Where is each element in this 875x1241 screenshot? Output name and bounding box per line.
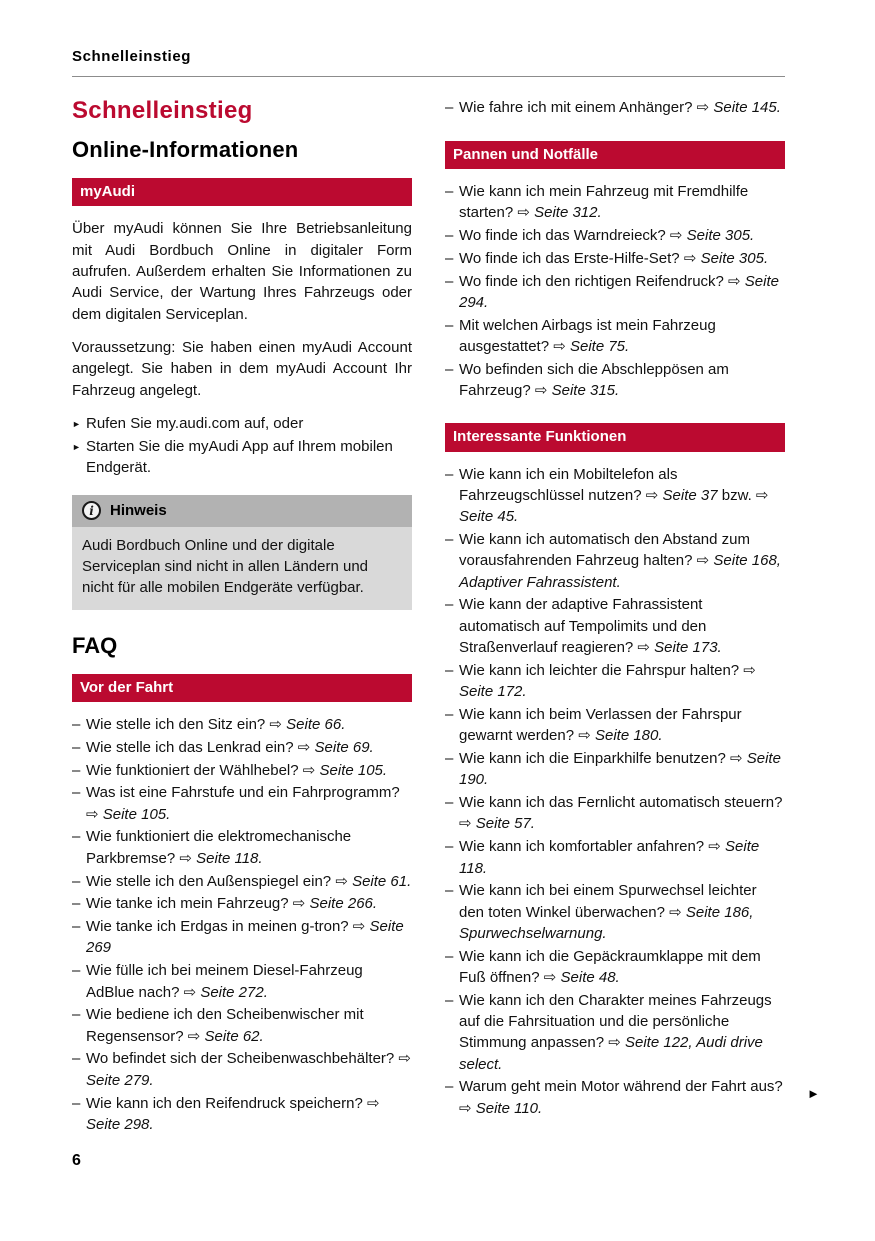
faq-item [445,181,785,224]
list-item-text [86,1095,380,1133]
list-item-text [459,99,781,116]
question-text: Wie kann ich leichter die Fahrspur halten? ⇨ [459,661,756,679]
question-text: Wo finde ich das Warndreieck? ⇨ [459,226,687,244]
list-marker: – [72,962,81,980]
continuation-arrow: ► [807,1086,820,1101]
running-header: Schnelleinstieg [72,48,192,65]
section-title: Online-Informationen [72,136,299,162]
page-reference: Seite 305. [700,249,769,267]
header-rule [72,76,785,77]
faq-list-before-drive [72,714,412,1135]
page-reference: Seite 272. [200,983,268,1001]
faq-item [72,960,412,1003]
list-item-text [86,1050,411,1088]
page-reference: Seite 105. [102,805,171,823]
question-text: Wie kann ich die Gepäckraumklappe mit dem Fuß öffnen? ⇨ [459,947,761,986]
page-reference: Seite 312. [534,204,602,222]
question-text: Wie kann ich den Reifendruck speichern? ⇨ [86,1094,380,1112]
page-reference: Seite 168, Adaptiver Fahrassistent. [459,552,781,591]
list-item-text [86,438,393,476]
action-item [72,436,412,479]
list-marker: – [445,316,454,334]
question-text: Wie kann der adaptive Fahrassistent automatisch auf Tempolimits und den Straßenverlauf reagieren? ⇨ [459,596,707,657]
question-text: Wie fülle ich bei meinem Diesel-Fahrzeug AdBlue nach? ⇨ [86,962,363,1001]
question-text: Wie kann ich automatisch den Abstand zum vorausfahrenden Fahrzeug halten? ⇨ [459,531,750,570]
faq-item [72,760,412,781]
list-item-text [459,662,756,700]
prerequisite-paragraph: Voraussetzung: Sie haben einen myAudi Account angelegt. Sie haben in dem myAudi Account Ihr Fahrzeug angelegt. [72,338,412,399]
note-box [72,495,412,610]
question-text: Wie kann ich mein Fahrzeug mit Fremdhilfe starten? ⇨ [459,182,749,222]
question-text: Wie kann ich beim Verlassen der Fahrspur gewarnt werden? ⇨ [459,705,742,745]
faq-item [72,737,412,758]
faq-list-features [445,464,785,1119]
faq-item [72,871,412,892]
page-reference: Seite 75. [569,337,630,355]
question-text: Rufen Sie my.audi.com auf, oder [86,414,304,432]
list-marker: – [445,882,454,900]
faq-item [445,97,785,118]
list-marker: ► [72,418,81,429]
faq-list-carryover [445,97,785,118]
question-text: Wie stelle ich den Sitz ein? ⇨ [86,715,287,733]
note-body: Audi Bordbuch Online und der digitale Serviceplan sind nicht in allen Ländern und nicht für alle mobilen Endgeräte verfügbar. [72,527,412,611]
left-column [72,97,412,1137]
faq-item [445,792,785,835]
faq-item [72,1004,412,1047]
page-reference: Seite 269 [86,918,404,957]
question-text: Starten Sie die myAudi App auf Ihrem mobilen Endgerät. [86,437,393,476]
list-marker: – [445,1078,454,1096]
question-text: Wie tanke ich Erdgas in meinen g-tron? ⇨ [86,918,370,936]
list-item-text [86,415,303,432]
question-text: Wie bediene ich den Scheibenwischer mit Regensensor? ⇨ [86,1006,364,1045]
list-marker: – [72,715,81,733]
question-text: Wie kann ich den Charakter meines Fahrzeugs auf die Fahrsituation und die persönliche Stimmung anpassen? ⇨ [459,991,772,1052]
list-item-text [86,716,345,733]
list-marker: – [445,947,454,965]
right-column [445,97,785,1137]
page-reference: Seite 173. [654,639,722,657]
faq-item [72,893,412,914]
page-reference: Seite 57. [475,815,535,833]
faq-item [445,660,785,703]
banner-vor-der-fahrt: Vor der Fahrt [72,674,412,702]
list-item-text [86,739,374,756]
list-item-text [459,1078,783,1116]
list-marker: – [445,705,454,723]
list-marker: – [445,182,454,200]
list-marker: – [445,249,454,267]
list-item-text [459,794,783,832]
list-item-text [86,895,377,912]
myaudi-action-list [72,413,412,478]
list-marker: – [445,272,454,290]
page-reference: Seite 315. [551,382,620,400]
list-marker: – [72,738,81,756]
faq-item [445,464,785,528]
info-icon-glyph: i [89,503,94,518]
page-reference: Seite 294. [459,272,779,311]
page-reference: Seite 186, Spurwechselwarnung. [459,903,754,942]
question-text: Wie stelle ich den Außenspiegel ein? ⇨ [86,872,353,890]
faq-item [445,836,785,879]
two-column-layout [72,97,875,1137]
list-item-text [86,784,400,822]
list-item-text [459,227,754,244]
banner-pannen-und-notfaelle: Pannen und Notfälle [445,141,785,169]
list-item-text [459,750,781,788]
list-marker: – [72,828,81,846]
chapter-title: Schnelleinstieg [72,97,253,125]
question-text: Was ist eine Fahrstufe und ein Fahrprogramm? ⇨ [86,784,400,823]
faq-item [72,1048,412,1091]
list-marker: – [445,794,454,812]
page-reference: Seite 110. [475,1099,543,1117]
faq-item [445,315,785,358]
faq-item [445,594,785,658]
list-item-text [86,828,351,866]
faq-item [72,1093,412,1136]
list-marker: – [72,761,81,779]
list-marker: – [445,531,454,549]
list-item-text [459,250,768,267]
page-reference: Seite 266. [309,895,378,913]
faq-item [445,748,785,791]
faq-item [445,529,785,593]
question-text: Wie kann ich bei einem Spurwechsel leichter den toten Winkel überwachen? ⇨ [459,882,757,921]
page-reference: Seite 298. [86,1115,154,1133]
faq-item [445,271,785,314]
list-item-text [86,918,404,956]
page-reference: Seite 172. [459,683,527,701]
list-marker: ► [72,441,81,452]
list-item-text [459,466,768,526]
page-reference: Seite 69. [314,738,374,756]
list-marker: – [445,226,454,244]
question-text: Mit welchen Airbags ist mein Fahrzeug ausgestattet? ⇨ [459,316,716,355]
list-marker: – [72,1050,81,1068]
list-marker: – [445,465,454,483]
list-item-text [86,873,411,890]
list-item-text [459,361,729,399]
page-reference: Seite 45. [459,508,519,526]
question-text: Wie kann ich das Fernlicht automatisch steuern? ⇨ [459,794,783,833]
faq-item [445,990,785,1075]
question-text: Wo finde ich das Erste-Hilfe-Set? ⇨ [459,249,701,267]
faq-item [445,248,785,269]
note-header [72,495,412,526]
list-item-text [86,962,363,1000]
banner-myaudi: myAudi [72,178,412,206]
page-reference: Seite 37 [662,486,718,504]
page-reference: Seite 61. [352,872,412,890]
list-item-text [459,992,772,1073]
list-item-text [459,948,761,986]
list-item-text [459,838,759,876]
faq-item [72,826,412,869]
list-marker: – [445,596,454,614]
list-item-text [86,762,387,779]
list-item-text [459,882,757,942]
faq-item [445,946,785,989]
page-reference: Seite 145. [713,99,781,117]
list-item-text [459,183,748,221]
question-text: Wie kann ich ein Mobiltelefon als Fahrzeugschlüssel nutzen? ⇨ [459,465,678,504]
question-text: Wie fahre ich mit einem Anhänger? ⇨ [459,99,714,117]
list-marker: – [445,661,454,679]
question-text: bzw. ⇨ [717,486,769,504]
list-marker: – [445,99,454,117]
faq-heading: FAQ [72,633,118,659]
faq-item [72,782,412,825]
page-reference: Seite 48. [560,968,620,986]
list-marker: – [72,918,81,936]
list-item-text [459,273,779,311]
list-marker: – [445,360,454,378]
question-text: Wie tanke ich mein Fahrzeug? ⇨ [86,895,310,913]
question-text: Wie kann ich die Einparkhilfe benutzen? ⇨ [459,750,747,768]
action-item [72,413,412,434]
faq-item [72,916,412,959]
list-marker: – [445,750,454,768]
question-text: Wie funktioniert der Wählhebel? ⇨ [86,761,320,779]
faq-list-emergency [445,181,785,401]
page-number: 6 [72,1152,81,1169]
faq-item [445,880,785,944]
list-marker: – [72,1006,81,1024]
page-reference: Seite 180. [594,727,663,745]
list-item-text [459,596,722,656]
faq-item [72,714,412,735]
faq-item [445,225,785,246]
faq-item [445,359,785,402]
list-item-text [459,706,742,744]
page-reference: Seite 118. [459,838,760,877]
page-reference: Seite 105. [319,761,388,779]
question-text: Wo befindet sich der Scheibenwaschbehälter? ⇨ [86,1050,411,1068]
banner-interessante-funktionen: Interessante Funktionen [445,423,785,451]
list-marker: – [72,1094,81,1112]
faq-item [445,704,785,747]
page-reference: Seite 305. [686,226,755,244]
question-text: Wie stelle ich das Lenkrad ein? ⇨ [86,738,315,756]
info-icon [82,501,101,520]
question-text: Warum geht mein Motor während der Fahrt aus? ⇨ [459,1078,783,1117]
list-marker: – [72,872,81,890]
list-item-text [459,317,716,355]
list-item-text [459,531,781,591]
page-reference: Seite 118. [196,849,263,867]
question-text: Wie funktioniert die elektromechanische Parkbremse? ⇨ [86,828,352,867]
page-reference: Seite 122, Audi drive select. [459,1034,763,1073]
list-marker: – [72,784,81,802]
page-reference: Seite 66. [286,715,346,733]
list-item-text [86,1006,364,1044]
question-text: Wo finde ich den richtigen Reifendruck? ⇨ [459,272,745,290]
myaudi-paragraph: Über myAudi können Sie Ihre Betriebsanleitung mit Audi Bordbuch Online in digitaler Form aufrufen. Außerdem erhalten Sie Informationen zu Audi Service, der Wartung Ihres Fahrzeugs oder dem digitalen Serviceplan. [72,220,412,323]
list-marker: – [445,991,454,1009]
list-marker: – [72,895,81,913]
question-text: Wie kann ich komfortabler anfahren? ⇨ [459,838,726,856]
question-text: Wo befinden sich die Abschleppösen am Fahrzeug? ⇨ [459,360,729,400]
note-title: Hinweis [110,502,167,520]
page-reference: Seite 190. [459,750,781,789]
page-reference: Seite 62. [204,1027,264,1045]
faq-item [445,1076,785,1119]
list-marker: – [445,838,454,856]
page-reference: Seite 279. [86,1071,154,1089]
